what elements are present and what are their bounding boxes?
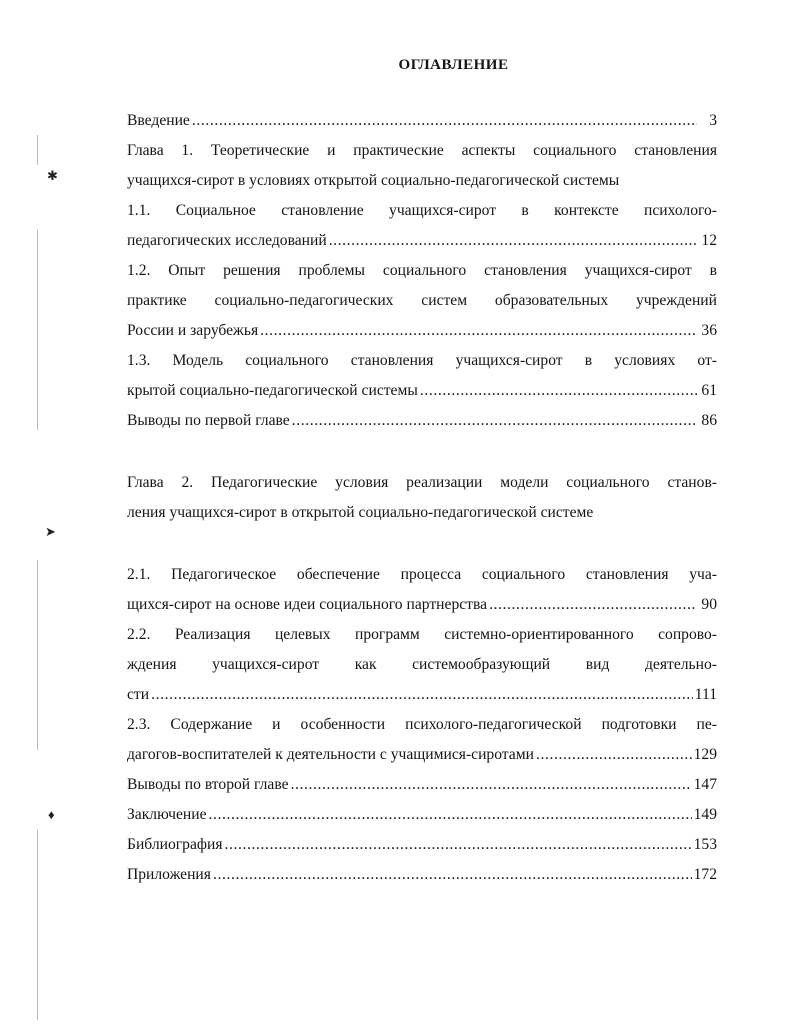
toc-page-number: 147 [693, 776, 717, 793]
leader-dots [151, 686, 693, 704]
toc-section-1-2-line-2: практике социально-педагогических систем образовательных учреждений [127, 292, 717, 309]
margin-rule [37, 560, 38, 750]
toc-entry-conclusions-chapter-1 [127, 412, 717, 442]
toc-entry-text: крытой социально-педагогической системы [127, 382, 418, 399]
diamond-mark-icon: ♦ [48, 807, 55, 822]
toc-section-1-1-line-2 [127, 232, 717, 262]
toc-entry-introduction [127, 112, 717, 142]
toc-entry-text: Библиография [127, 836, 223, 853]
toc-page-number: 149 [693, 806, 717, 823]
leader-dots [329, 232, 697, 250]
toc-page-number: 12 [701, 232, 717, 249]
toc-entry-text: педагогических исследований [127, 232, 327, 249]
toc-section-2-1-line-2 [127, 596, 717, 626]
margin-rule [37, 135, 38, 165]
margin-rule [37, 830, 38, 1020]
toc-entry-bibliography [127, 836, 717, 866]
leader-dots [536, 746, 692, 764]
toc-section-1-2-line-1: 1.2. Опыт решения проблемы социального становления учащихся-сирот в [127, 262, 717, 279]
leader-dots [260, 322, 697, 340]
toc-entry-text: Заключение [127, 806, 207, 823]
margin-rule [37, 230, 38, 430]
toc-chapter-1-line-1: Глава 1. Теоретические и практические аспекты социального становления [127, 142, 717, 159]
toc-entry-text: дагогов-воспитателей к деятельности с учащимися-сиротами [127, 746, 534, 763]
leader-dots [209, 806, 692, 824]
toc-chapter-2-line-2: ления учащихся-сирот в открытой социально-педагогической системе [127, 504, 594, 521]
toc-section-2-2-line-2: ждения учащихся-сирот как системообразующий вид деятельно- [127, 656, 717, 673]
toc-page-number: 153 [693, 836, 717, 853]
toc-entry-text: сти [127, 686, 150, 703]
arrow-mark-icon: ➤ [45, 524, 56, 539]
asterisk-mark-icon: ✱ [47, 168, 58, 183]
toc-entry-conclusion [127, 806, 717, 836]
toc-page-number: 111 [694, 686, 717, 703]
toc-page-number: 172 [693, 866, 717, 883]
toc-entry-text: Введение [127, 112, 190, 129]
toc-entry-appendices [127, 866, 717, 896]
toc-entry-text: Выводы по первой главе [127, 412, 290, 429]
toc-page-number: 61 [701, 382, 717, 399]
toc-page-number: 3 [709, 112, 717, 129]
toc-page-number: 90 [701, 596, 717, 613]
toc-page-number: 129 [693, 746, 717, 763]
toc-section-2-3-line-2 [127, 746, 717, 776]
leader-dots [213, 866, 692, 884]
toc-section-1-1-line-1: 1.1. Социальное становление учащихся-сирот в контексте психолого- [127, 202, 717, 219]
toc-chapter-1-line-2: учащихся-сирот в условиях открытой социально-педагогической системы [127, 172, 620, 189]
toc-section-2-2-line-1: 2.2. Реализация целевых программ системно-ориентированного сопрово- [127, 626, 717, 643]
leader-dots [225, 836, 692, 854]
toc-entry-text: щихся-сирот на основе идеи социального партнерства [127, 596, 488, 613]
toc-section-2-3-line-1: 2.3. Содержание и особенности психолого-педагогической подготовки пе- [127, 716, 717, 733]
toc-section-2-1-line-1: 2.1. Педагогическое обеспечение процесса социального становления уча- [127, 566, 717, 583]
toc-entry-text: Приложения [127, 866, 211, 883]
toc-section-1-2-line-3 [127, 322, 717, 352]
leader-dots [420, 382, 697, 400]
toc-entry-text: России и зарубежья [127, 322, 259, 339]
toc-entry-text: Выводы по второй главе [127, 776, 289, 793]
leader-dots [291, 776, 692, 794]
toc-chapter-2-line-1: Глава 2. Педагогические условия реализации модели социального станов- [127, 474, 717, 491]
toc-entry-conclusions-chapter-2 [127, 776, 717, 806]
leader-dots [192, 112, 697, 130]
toc-page-number: 36 [701, 322, 717, 339]
leader-dots [292, 412, 697, 430]
toc-section-1-3-line-1: 1.3. Модель социального становления учащихся-сирот в условиях от- [127, 352, 717, 369]
toc-page-number: 86 [701, 412, 717, 429]
toc-section-2-2-line-3 [127, 686, 717, 716]
toc-section-1-3-line-2 [127, 382, 717, 412]
page-title: ОГЛАВЛЕНИЕ [398, 57, 509, 73]
leader-dots [489, 596, 697, 614]
